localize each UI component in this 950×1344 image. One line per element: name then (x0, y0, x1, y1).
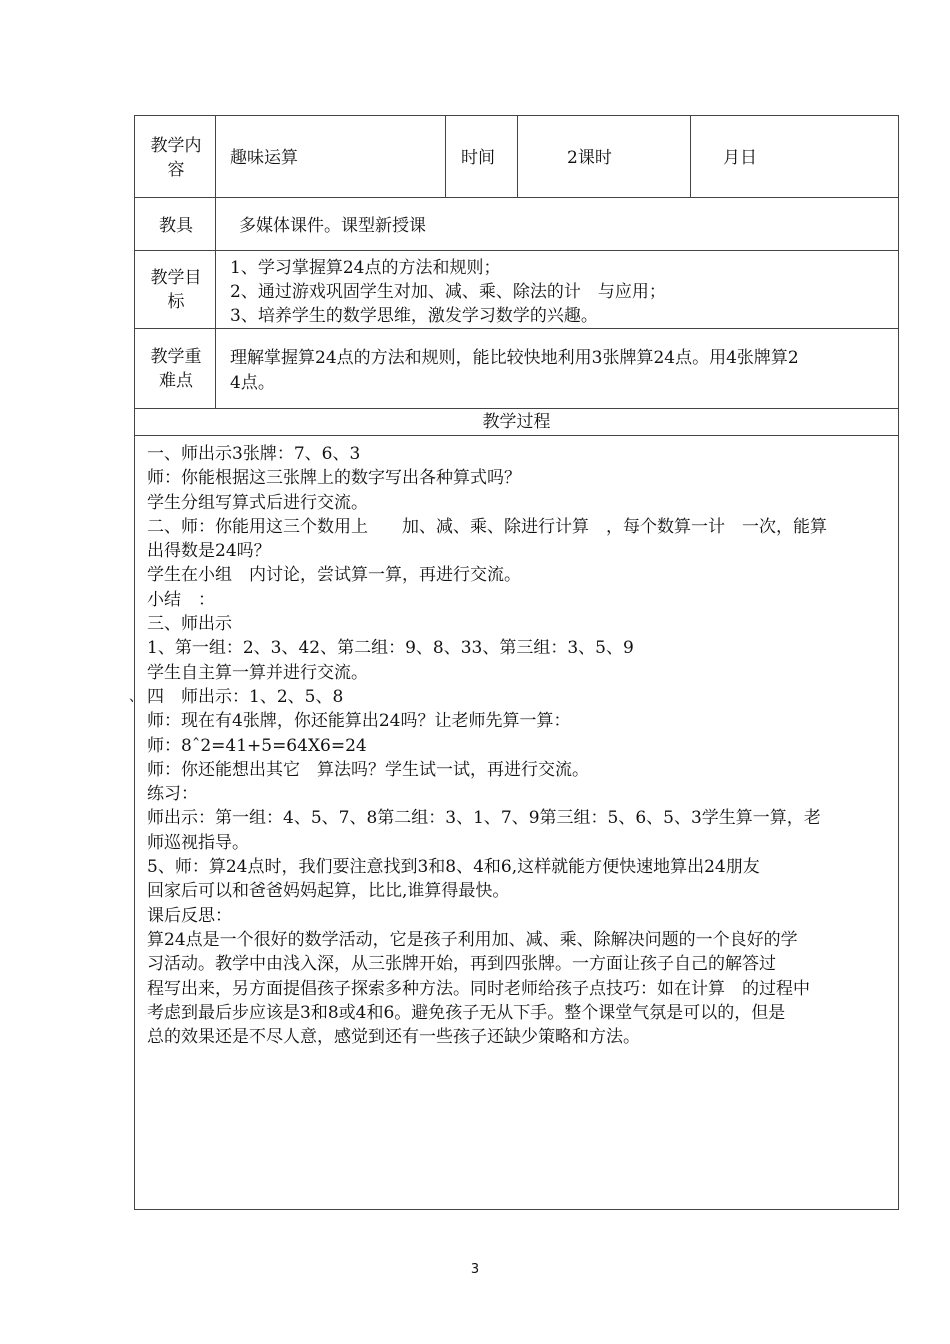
content-label: 教学内 容 (150, 136, 202, 180)
content-value: 趣味运算 (230, 148, 298, 168)
date-value: 月日 (723, 148, 757, 168)
goal-line: 3、培养学生的数学思维，激发学习数学的兴趣。 (230, 306, 598, 326)
process-line: 课后反思： (147, 905, 232, 926)
column-divider (215, 116, 216, 408)
process-line: 师出示：第一组：4、5、7、8第二组：3、1、7、9第三组：5、6、5、3学生算一算，老 (147, 808, 821, 829)
process-line: 师巡视指导。 (147, 832, 249, 853)
process-title: 教学过程 (482, 412, 551, 432)
process-line: 算24点是一个很好的数学活动，它是孩子利用加、减、乘、除解决问题的一个良好的学 (147, 929, 798, 950)
lesson-plan-table (134, 115, 899, 1210)
row-divider (135, 328, 898, 329)
process-body (147, 442, 887, 1049)
column-divider (517, 116, 518, 197)
page-number: 3 (470, 1262, 480, 1277)
column-divider (690, 116, 691, 197)
process-line: 5、师：算24点时，我们要注意找到3和8、4和6,这样就能方便快速地算出24朋友 (147, 857, 760, 878)
process-line: 三、师出示 (147, 614, 232, 635)
hours-value: 2课时 (567, 148, 612, 168)
row-divider (135, 435, 898, 436)
process-line: 四 师出示：1、2、5、8 (147, 686, 344, 707)
column-divider (445, 116, 446, 197)
process-line: 回家后可以和爸爸妈妈起算，比比,谁算得最快。 (147, 881, 510, 902)
process-line: 习活动。教学中由浅入深，从三张牌开始，再到四张牌。一方面让孩子自己的解答过 (147, 954, 776, 975)
process-line: 小结 ： (147, 589, 215, 610)
process-line: 师：你能根据这三张牌上的数字写出各种算式吗？ (147, 468, 521, 489)
process-line: 师：你还能想出其它 算法吗？学生试一试，再进行交流。 (147, 759, 589, 780)
process-line: 出得数是24吗？ (147, 541, 271, 562)
tools-value: 多媒体课件。课型新授课 (239, 216, 426, 236)
goals-label: 教学目 标 (150, 268, 202, 312)
keypoints-label: 教学重 难点 (150, 347, 202, 391)
process-line: 学生在小组 内讨论，尝试算一算，再进行交流。 (147, 565, 521, 586)
goal-line: 1、学习掌握算24点的方法和规则； (230, 258, 501, 278)
process-line: 二、师：你能用这三个数用上 加、减、乘、除进行计算 ，每个数算一计 一次，能算 (147, 516, 827, 537)
row-divider (135, 250, 898, 251)
keypoints-line: 理解掌握算24点的方法和规则，能比较快地利用3张牌算24点。用4张牌算2 (230, 348, 799, 368)
tools-label: 教具 (159, 216, 193, 236)
process-line: 总的效果还是不尽人意，感觉到还有一些孩子还缺少策略和方法。 (147, 1027, 640, 1048)
goal-line: 2、通过游戏巩固学生对加、减、乘、除法的计 与应用； (230, 282, 666, 302)
process-line: 学生分组写算式后进行交流。 (147, 492, 368, 513)
process-line: 考虑到最后步应该是3和8或4和6。避免孩子无从下手。整个课堂气氛是可以的，但是 (147, 1002, 786, 1023)
process-line: 一、师出示3张牌：7、6、3 (147, 444, 361, 464)
row-divider (135, 408, 898, 409)
process-line: 程写出来，另方面提倡孩子探索多种方法。同时老师给孩子点技巧：如在计算 的过程中 (147, 978, 810, 999)
process-line: 师：现在有4张牌，你还能算出24吗？让老师先算一算： (147, 711, 571, 732)
stray-mark: 、 (129, 689, 143, 705)
row-divider (135, 197, 898, 198)
process-line: 练习： (147, 784, 198, 805)
process-line: 师：8ˆ2=41+5=64X6=24 (147, 735, 367, 756)
keypoints-line: 4点。 (230, 373, 275, 393)
process-line: 1、第一组：2、3、42、第二组：9、8、33、第三组：3、5、9 (147, 638, 634, 659)
time-label: 时间 (461, 148, 495, 168)
process-line: 学生自主算一算并进行交流。 (147, 662, 368, 683)
